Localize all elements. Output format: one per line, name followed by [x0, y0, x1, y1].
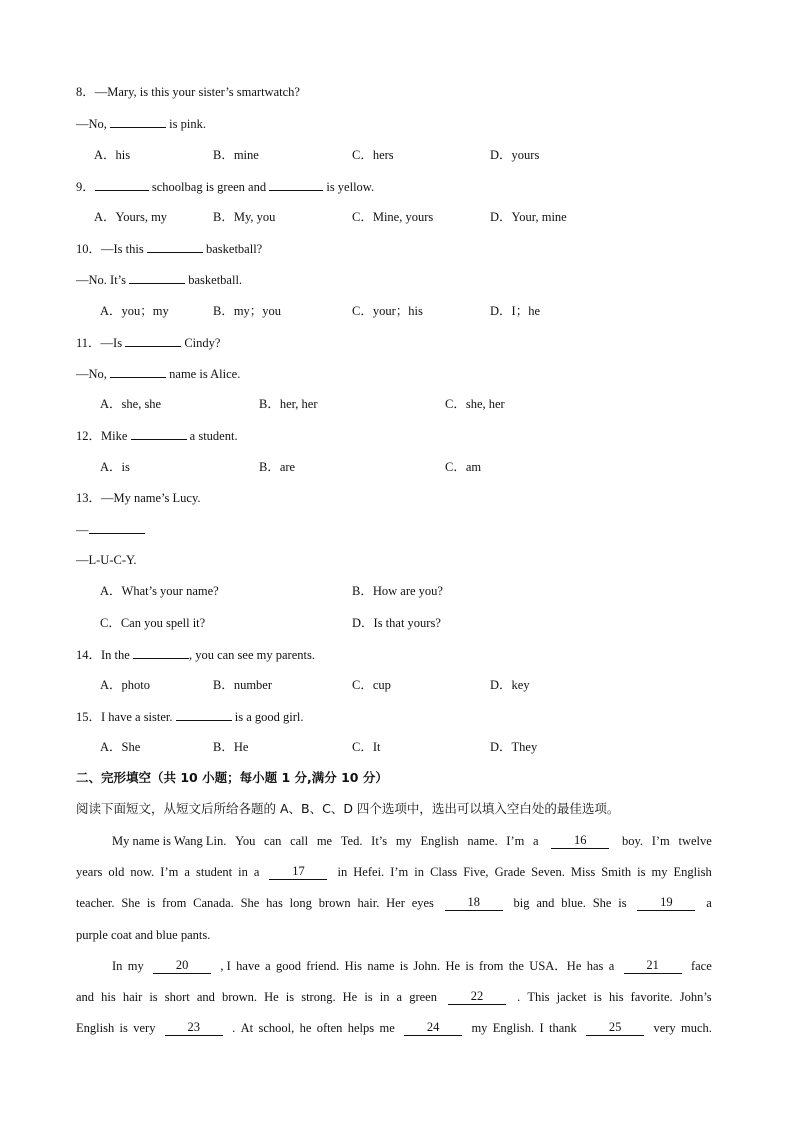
passage-line: [76, 895, 712, 911]
passage-word: Grade: [494, 865, 526, 879]
passage-word: It’s: [371, 834, 388, 848]
answer-blank[interactable]: [110, 365, 166, 378]
passage-word: old: [108, 865, 125, 879]
passage-word: He: [264, 990, 279, 1004]
cloze-blank[interactable]: 18: [445, 895, 503, 911]
answer-blank[interactable]: [133, 646, 189, 659]
passage-word: Ted.: [340, 834, 363, 848]
question-text: —: [76, 523, 89, 537]
question-line: [76, 365, 240, 382]
question-number: 11．: [76, 336, 101, 350]
passage-word: my: [651, 865, 668, 879]
passage-word: Seven.: [531, 865, 565, 879]
passage-word: and: [196, 990, 215, 1004]
answer-option[interactable]: [490, 739, 537, 755]
question-text: Cindy?: [181, 336, 221, 350]
passage-word: I: [539, 1021, 544, 1035]
passage-word: in: [379, 990, 390, 1004]
passage-word: I’m: [506, 834, 525, 848]
question-line: [76, 552, 137, 568]
instruction-text: 阅读下面短文，从短文后所给各题的 A、B、C、D 四个选项中，选出可以填入空白处的最佳选项。: [76, 801, 620, 816]
answer-option[interactable]: [94, 209, 167, 225]
passage-word: years: [76, 865, 103, 879]
passage-word: often: [316, 1021, 343, 1035]
answer-option[interactable]: [490, 209, 567, 225]
cloze-blank[interactable]: 16: [551, 833, 609, 849]
question-text: Mike: [101, 429, 131, 443]
option-label: C．It: [352, 740, 381, 754]
passage-word: in: [414, 865, 425, 879]
question-text: —No. It’s: [76, 273, 130, 287]
option-label: B．number: [213, 678, 273, 692]
question-number: 15．: [76, 710, 102, 724]
question-number: 13．: [76, 491, 102, 505]
option-label: A．you；my: [100, 304, 169, 318]
passage-word: At: [240, 1021, 254, 1035]
passage-word: English: [420, 834, 459, 848]
passage-word: hair: [122, 990, 143, 1004]
passage-word: face: [690, 959, 712, 973]
passage-word: brown: [318, 896, 351, 910]
answer-option[interactable]: [259, 396, 318, 412]
passage-word: me: [379, 1021, 395, 1035]
question-line: [76, 490, 201, 506]
passage-word: big: [513, 896, 530, 910]
answer-blank[interactable]: [131, 427, 187, 440]
option-label: C．she, her: [445, 397, 505, 411]
question-line: [76, 334, 220, 351]
option-label: D．yours: [490, 148, 540, 162]
passage-word: John.: [413, 959, 441, 973]
answer-blank[interactable]: [110, 115, 166, 128]
passage-word: can: [264, 834, 282, 848]
question-line: [76, 178, 374, 195]
option-label: C．Mine, yours: [352, 210, 434, 224]
cloze-blank[interactable]: 25: [586, 1020, 644, 1036]
passage-word: short: [164, 990, 190, 1004]
question-text: —Mary, is this your sister’s smartwatch?: [94, 85, 300, 99]
passage-word: .: [232, 1021, 236, 1035]
passage-word: helps: [347, 1021, 375, 1035]
answer-option[interactable]: [100, 677, 150, 693]
answer-option[interactable]: [100, 396, 161, 412]
passage-word: English.: [492, 1021, 535, 1035]
passage-word: His: [344, 959, 362, 973]
question-text: basketball?: [202, 242, 263, 256]
passage-line: [76, 1020, 712, 1036]
answer-blank[interactable]: [89, 521, 145, 534]
answer-option[interactable]: [352, 615, 441, 631]
passage-word: purple coat and blue pants.: [76, 928, 211, 942]
passage-word: He: [445, 959, 461, 973]
passage-word: This: [527, 990, 550, 1004]
passage-word: name: [367, 959, 395, 973]
answer-option[interactable]: [100, 615, 205, 631]
question-text: —L-U-C-Y.: [76, 553, 137, 567]
question-text: I have a sister.: [101, 710, 176, 724]
question-text: In the: [101, 648, 133, 662]
answer-option[interactable]: [352, 739, 380, 755]
passage-word: My name is Wang Lin.: [112, 834, 227, 848]
passage-word: John’s: [679, 990, 712, 1004]
answer-option[interactable]: [259, 459, 295, 475]
answer-blank[interactable]: [95, 178, 149, 191]
passage-word: English: [673, 865, 712, 879]
passage-word: a: [184, 865, 190, 879]
option-label: D．Your, mine: [490, 210, 567, 224]
passage-word: is: [593, 990, 602, 1004]
passage-word: strong.: [301, 990, 336, 1004]
option-label: B．mine: [213, 148, 259, 162]
option-label: B．are: [259, 460, 296, 474]
answer-option[interactable]: [490, 677, 530, 693]
question-number: 8．: [76, 85, 95, 99]
passage-word: from: [479, 959, 504, 973]
option-label: C．hers: [352, 148, 394, 162]
answer-option[interactable]: [213, 739, 248, 755]
cloze-blank[interactable]: 23: [165, 1020, 223, 1036]
passage-line: [112, 958, 712, 974]
passage-word: from: [162, 896, 187, 910]
cloze-blank[interactable]: 21: [624, 958, 682, 974]
passage-word: very: [653, 1021, 676, 1035]
option-label: C．Can you spell it?: [100, 616, 206, 630]
answer-option[interactable]: [100, 303, 169, 319]
passage-word: has: [586, 959, 604, 973]
question-text: is a good girl.: [231, 710, 304, 724]
passage-word: eyes: [411, 896, 434, 910]
passage-word: me: [316, 834, 333, 848]
option-label: A．What’s your name?: [100, 584, 219, 598]
passage-word: my: [471, 1021, 488, 1035]
passage-line: [76, 989, 712, 1005]
passage-word: my: [395, 834, 412, 848]
passage-word: Hefei.: [353, 865, 385, 879]
passage-word: Her: [386, 896, 405, 910]
passage-word: have: [236, 959, 260, 973]
section-title: [76, 770, 388, 786]
passage-word: Smith: [601, 865, 632, 879]
question-text: —Is: [100, 336, 126, 350]
option-label: B．my；you: [213, 304, 282, 318]
passage-word: good: [275, 959, 301, 973]
question-text: is pink.: [166, 117, 206, 131]
question-line: [76, 427, 238, 444]
question-line: [76, 646, 315, 663]
passage-word: and: [536, 896, 555, 910]
passage-word: is: [364, 990, 373, 1004]
passage-word: She: [240, 896, 260, 910]
question-text: a student.: [186, 429, 238, 443]
passage-word: .: [517, 990, 521, 1004]
passage-word: She: [592, 896, 612, 910]
passage-line: [112, 833, 712, 849]
cloze-blank[interactable]: 19: [637, 895, 695, 911]
passage-word: my: [127, 959, 144, 973]
section-instruction: [76, 801, 619, 817]
cloze-blank[interactable]: 24: [404, 1020, 462, 1036]
answer-option[interactable]: [352, 303, 423, 319]
passage-word: student: [195, 865, 233, 879]
answer-option[interactable]: [100, 459, 130, 475]
section-title-text: 二、完形填空（共 10 小题；每小题 1 分,满分 10 分）: [76, 770, 388, 785]
passage-word: he: [299, 1021, 312, 1035]
passage-word: He: [342, 990, 358, 1004]
passage-word: is: [149, 990, 158, 1004]
option-label: C．your；his: [352, 304, 423, 318]
option-label: B．How are you?: [352, 584, 443, 598]
answer-option[interactable]: [352, 583, 443, 599]
answer-option[interactable]: [490, 303, 540, 319]
question-line: [76, 708, 304, 725]
passage-word: much.: [681, 1021, 712, 1035]
passage-word: a: [533, 834, 539, 848]
option-label: D．They: [490, 740, 538, 754]
passage-word: favorite.: [630, 990, 673, 1004]
question-line: [76, 240, 262, 257]
passage-word: in: [238, 865, 248, 879]
passage-word: a: [265, 959, 271, 973]
passage-word: friend.: [306, 959, 340, 973]
passage-word: boy.: [621, 834, 644, 848]
passage-word: his: [608, 990, 624, 1004]
option-label: D．Is that yours?: [352, 616, 441, 630]
passage-word: name.: [467, 834, 498, 848]
answer-blank[interactable]: [269, 178, 323, 191]
question-number: 9．: [76, 180, 95, 194]
question-number: 14．: [76, 648, 102, 662]
option-label: A．she, she: [100, 397, 162, 411]
answer-option[interactable]: [213, 677, 272, 693]
answer-option[interactable]: [352, 209, 433, 225]
answer-option[interactable]: [445, 396, 505, 412]
question-line: [76, 271, 242, 288]
question-line: [76, 521, 145, 538]
option-label: A．Yours, my: [94, 210, 168, 224]
passage-word: is: [465, 959, 474, 973]
passage-word: a: [608, 959, 615, 973]
answer-option[interactable]: [100, 739, 140, 755]
passage-word: has: [266, 896, 283, 910]
passage-word: his: [101, 990, 116, 1004]
passage-word: In: [112, 959, 123, 973]
passage-word: twelve: [678, 834, 712, 848]
question-text: —Is this: [101, 242, 147, 256]
passage-word: Canada.: [193, 896, 234, 910]
passage-word: , I: [220, 959, 231, 973]
passage-word: is: [285, 990, 295, 1004]
passage-word: USA．He: [529, 959, 582, 973]
passage-word: a: [253, 865, 260, 879]
passage-word: Miss: [570, 865, 596, 879]
answer-blank[interactable]: [176, 708, 232, 721]
passage-word: brown.: [221, 990, 258, 1004]
passage-word: is: [637, 865, 646, 879]
option-label: A．is: [100, 460, 130, 474]
question-line: [76, 84, 300, 100]
option-label: A．his: [94, 148, 131, 162]
passage-word: thank: [548, 1021, 577, 1035]
option-label: B．her, her: [259, 397, 318, 411]
option-label: C．cup: [352, 678, 391, 692]
passage-word: hair.: [357, 896, 380, 910]
answer-blank[interactable]: [125, 334, 181, 347]
passage-word: She: [121, 896, 141, 910]
option-label: D．key: [490, 678, 530, 692]
passage-word: a: [396, 990, 403, 1004]
option-label: A．photo: [100, 678, 151, 692]
passage-word: I’m: [160, 865, 179, 879]
passage-word: You: [235, 834, 256, 848]
passage-word: Five,: [463, 865, 489, 879]
passage-word: in: [337, 865, 348, 879]
passage-word: call: [290, 834, 309, 848]
option-label: A．She: [100, 740, 141, 754]
cloze-blank[interactable]: 20: [153, 958, 211, 974]
passage-word: teacher.: [76, 896, 115, 910]
question-number: 10．: [76, 242, 102, 256]
answer-blank[interactable]: [147, 240, 203, 253]
passage-word: very: [133, 1021, 156, 1035]
option-label: B．My, you: [213, 210, 276, 224]
option-label: C．am: [445, 460, 482, 474]
answer-option[interactable]: [213, 209, 275, 225]
passage-word: I’m: [651, 834, 670, 848]
answer-option[interactable]: [352, 147, 394, 163]
answer-option[interactable]: [352, 677, 391, 693]
passage-line: [76, 927, 712, 943]
question-text: —No,: [76, 117, 111, 131]
cloze-blank[interactable]: 22: [448, 989, 506, 1005]
question-line: [76, 115, 206, 132]
question-text: schoolbag is green and: [148, 180, 270, 194]
passage-word: is: [119, 1021, 128, 1035]
passage-word: Class: [430, 865, 458, 879]
answer-option[interactable]: [213, 147, 259, 163]
passage-word: is: [146, 896, 156, 910]
question-text: is yellow.: [323, 180, 375, 194]
passage-word: is: [399, 959, 409, 973]
passage-word: long: [289, 896, 312, 910]
option-label: D．I；he: [490, 304, 540, 318]
passage-word: green: [409, 990, 437, 1004]
passage-word: the: [508, 959, 524, 973]
answer-option[interactable]: [100, 583, 219, 599]
question-text: , you can see my parents.: [188, 648, 315, 662]
answer-option[interactable]: [94, 147, 130, 163]
passage-word: blue.: [561, 896, 586, 910]
question-text: —No,: [76, 367, 111, 381]
passage-line: [76, 864, 712, 880]
question-text: —My name’s Lucy.: [101, 491, 201, 505]
answer-option[interactable]: [445, 459, 481, 475]
answer-option[interactable]: [490, 147, 539, 163]
cloze-blank[interactable]: 17: [269, 864, 327, 880]
answer-blank[interactable]: [129, 271, 185, 284]
passage-word: jacket: [556, 990, 587, 1004]
question-text: name is Alice.: [166, 367, 241, 381]
passage-word: and: [76, 990, 95, 1004]
option-label: B．He: [213, 740, 249, 754]
passage-word: I’m: [390, 865, 409, 879]
passage-word: a: [706, 896, 712, 910]
passage-word: school,: [258, 1021, 295, 1035]
passage-word: now.: [130, 865, 155, 879]
question-number: 12．: [76, 429, 102, 443]
passage-word: English: [76, 1021, 115, 1035]
passage-word: is: [618, 896, 627, 910]
question-text: basketball.: [185, 273, 243, 287]
answer-option[interactable]: [213, 303, 281, 319]
